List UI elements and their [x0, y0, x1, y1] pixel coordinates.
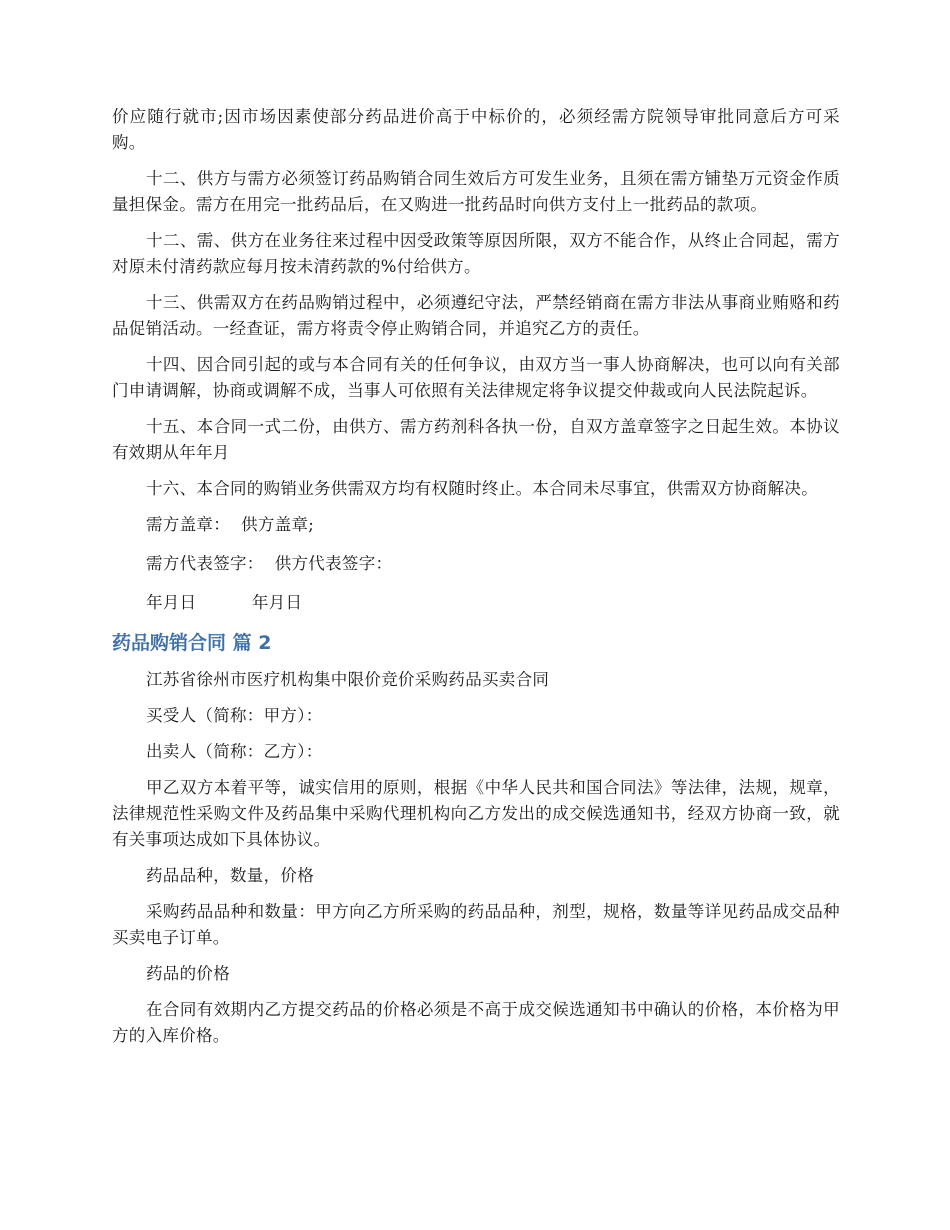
clause-15: 十五、本合同一式二份，由供方、需方药剂科各执一份，自双方盖章签字之日起生效。本协议有效期从年年月 [112, 417, 840, 462]
price-paragraph: 在合同有效期内乙方提交药品的价格必须是不高于成交候选通知书中确认的价格，本价格为甲方的入库价格。 [112, 1000, 840, 1045]
preamble-paragraph: 甲乙双方本着平等，诚实信用的原则，根据《中华人民共和国合同法》等法律，法规，规章，法律规范性采购文件及药品集中采购代理机构向乙方发出的成交候选通知书，经双方协商一致，就有关事项达成如下具体协议。 [112, 778, 840, 849]
clause-12b: 十二、需、供方在业务往来过程中因受政策等原因所限，双方不能合作，从终止合同起，需方对原未付清药款应每月按未清药款的%付给供方。 [112, 231, 840, 276]
document-page [112, 104, 840, 1059]
contract-title: 江苏省徐州市医疗机构集中限价竞价采购药品买卖合同 [146, 670, 550, 689]
clause-13: 十三、供需双方在药品购销过程中，必须遵纪守法，严禁经销商在需方非法从事商业贿赂和药品促销活动。一经查证，需方将责令停止购销合同，并追究乙方的责任。 [112, 293, 840, 338]
variety-quantity-paragraph: 采购药品品种和数量：甲方向乙方所采购的药品品种，剂型，规格，数量等详见药品成交品种买卖电子订单。 [112, 902, 840, 947]
seller-line: 出卖人（简称：乙方）： [146, 742, 323, 761]
date-line: 年月日 年月日 [146, 593, 303, 612]
clause-16: 十六、本合同的购销业务供需双方均有权随时终止。本合同未尽事宜，供需双方协商解决。 [146, 479, 818, 498]
buyer-line: 买受人（简称：甲方）： [146, 706, 323, 725]
seal-line: 需方盖章： 供方盖章; [146, 515, 315, 534]
clause-14: 十四、因合同引起的或与本合同有关的任何争议，由双方当一事人协商解决，也可以向有关部门申请调解，协商或调解不成，当事人可依照有关法律规定将争议提交仲裁或向人民法院起诉。 [112, 355, 840, 400]
section-heading: 药品购销合同 篇 2 [112, 632, 272, 654]
subheading-price: 药品的价格 [146, 964, 230, 983]
subheading-variety-quantity-price: 药品品种，数量，价格 [146, 866, 314, 885]
representative-signature-line: 需方代表签字： 供方代表签字： [146, 554, 393, 573]
clause-12a: 十二、供方与需方必须签订药品购销合同生效后方可发生业务，且须在需方铺垫万元资金作质量担保金。需方在用完一批药品后，在又购进一批药品时向供方支付上一批药品的款项。 [112, 169, 840, 214]
continuation-paragraph: 价应随行就市;因市场因素使部分药品进价高于中标价的，必须经需方院领导审批同意后方可采购。 [112, 107, 840, 152]
